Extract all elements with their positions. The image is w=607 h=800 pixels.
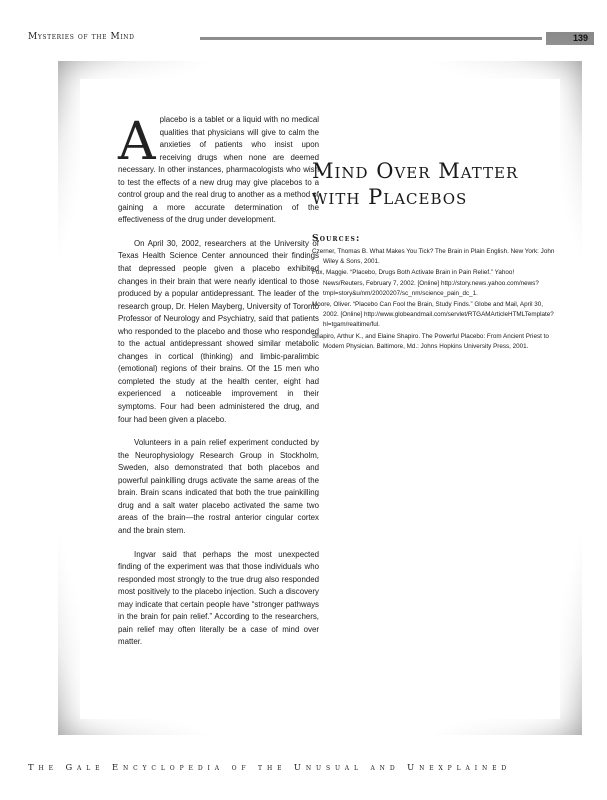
running-title: Mysteries of the Mind [28,32,135,42]
page-number: 139 [546,32,594,45]
source-item-shapiro: Shapiro, Arthur K., and Elaine Shapiro. The Powerful Placebo: From Ancient Priest to Modern Physician. Baltimore, Md.: Johns Hopkins University Press, 2001. [312,332,549,350]
running-header [28,32,588,46]
source-item-czerner: Czerner, Thomas B. What Makes You Tick? The Brain in Plain English. New York: John Wiley & Sons, 2001. [312,248,555,266]
sidebar-title-line-1: Mind Over Matter [312,159,519,183]
article-paragraph-2: On April 30, 2002, researchers at the University of Texas Health Science Center announced their findings that depressed people given a placebo exhibited changes in their brain that were nearly identical to those produced by a popular antidepressant. The leader of the research group, Dr. Helen Mayberg, University of Toronto Professor of Neurology and Psychiatry, said that patients who responded to the placebo and those who responded to the actual antidepressant showed similar metabolic changes in cortical (thinking) and limbic-paralimbic (emotional) regions of their brains. Of the 15 men who completed the study at the health center, eight had experienced a noticeable improvement in their symptoms. Four had been administered the drug, and four had been given a placebo. [118,238,319,424]
sidebar [312,158,557,353]
source-item-moore: Moore, Oliver. “Placebo Can Fool the Brain, Study Finds.” Globe and Mail, April 30, 2002. [Online] http://www.globeandmail.com/servlet/RTGAMArticleHTMLTemplate?hl=tgam/realtime/ful. [312,301,554,329]
article-body [118,114,319,660]
article-paragraph-1 [118,114,319,227]
sidebar-title [312,158,557,210]
article-paragraph-4: Ingvar said that perhaps the most unexpected finding of the experiment was that those individuals who responded most strongly to the true drug also responded most positively to the placebo injection. Such a discovery may indicate that certain people have “stronger pathways in the brain for pain relief.” According to the researchers, pain relief may often literally be a case of mind over matter. [118,549,319,647]
footer-book-title: The Gale Encyclopedia of the Unusual and Unexplained [28,762,512,772]
source-item-fox: Fox, Maggie. “Placebo, Drugs Both Activate Brain in Pain Relief.” Yahoo! News/Reuters, February 7, 2002. [Online] http://story.news.yahoo.com/news?tmpl=story&u/nm/20020207/sc_nm/science_pain_dc_1. [312,269,539,297]
paragraph-1-text: placebo is a tablet or a liquid with no medical qualities that physicians will give to calm the anxieties of patients who insist upon receiving drugs when none are deemed necessary. In other instances, pharmacologists who wish to test the effects of a new drug may give placebos to a control group and the real drug to another as a method of gaining a more accurate determination of the effectiveness of the drug under development. [118,115,319,225]
sidebar-title-line-2: with Placebos [312,185,468,209]
drop-cap: A [118,112,156,172]
header-rule [200,37,542,40]
sources-heading: Sources: [312,234,361,244]
article-paragraph-3: Volunteers in a pain relief experiment conducted by the Neurophysiology Research Group in Stockholm, Sweden, also demonstrated that both placebos and powerful painkilling drugs activate the same areas of the brain. Brain scans indicated that both the true painkilling drug and a salt water placebo activated the same two areas of the brain—the rostral anterior cingular cortex and the brain stem. [118,438,319,535]
